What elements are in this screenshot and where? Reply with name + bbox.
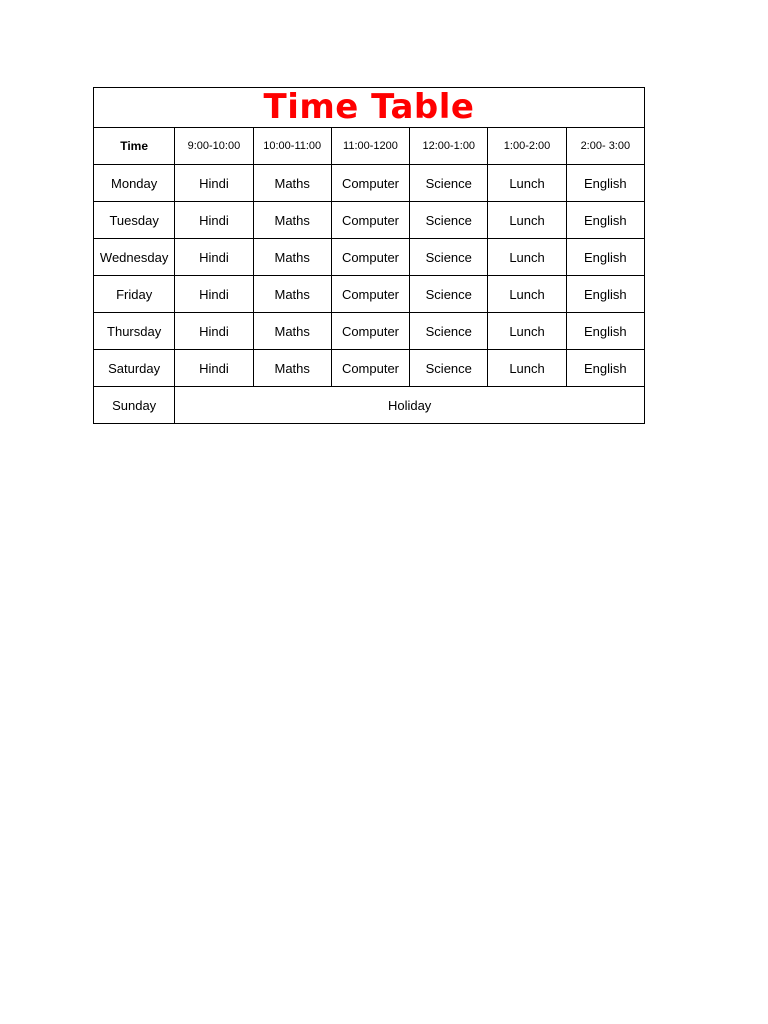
table-row [94,313,645,350]
subject-cell: English [566,350,644,387]
day-cell: Tuesday [94,202,175,239]
table-row [94,350,645,387]
subject-cell: Hindi [175,239,253,276]
subject-cell: Lunch [488,202,566,239]
table-row [94,239,645,276]
subject-cell: Maths [253,165,331,202]
day-cell: Saturday [94,350,175,387]
subject-cell: Computer [331,276,409,313]
slot-header: 9:00-10:00 [175,128,253,165]
page-title: Time Table [94,88,645,128]
table-row [94,165,645,202]
subject-cell: Hindi [175,350,253,387]
subject-cell: Lunch [488,276,566,313]
holiday-cell: Holiday [175,387,645,424]
sunday-row [94,387,645,424]
subject-cell: Science [410,165,488,202]
subject-cell: Hindi [175,276,253,313]
title-row [94,88,645,128]
day-cell: Thursday [94,313,175,350]
slot-header: 1:00-2:00 [488,128,566,165]
subject-cell: Maths [253,202,331,239]
subject-cell: Lunch [488,313,566,350]
subject-cell: Computer [331,350,409,387]
subject-cell: English [566,202,644,239]
header-row [94,128,645,165]
subject-cell: Hindi [175,202,253,239]
time-column-header: Time [94,128,175,165]
day-cell: Friday [94,276,175,313]
subject-cell: Computer [331,165,409,202]
subject-cell: Computer [331,202,409,239]
subject-cell: Lunch [488,165,566,202]
subject-cell: Maths [253,350,331,387]
subject-cell: Science [410,313,488,350]
subject-cell: English [566,276,644,313]
subject-cell: Maths [253,239,331,276]
subject-cell: Hindi [175,165,253,202]
slot-header: 10:00-11:00 [253,128,331,165]
timetable [93,87,645,424]
subject-cell: English [566,165,644,202]
subject-cell: Maths [253,276,331,313]
subject-cell: Hindi [175,313,253,350]
slot-header: 2:00- 3:00 [566,128,644,165]
day-cell: Monday [94,165,175,202]
day-cell: Wednesday [94,239,175,276]
table-row [94,276,645,313]
slot-header: 12:00-1:00 [410,128,488,165]
subject-cell: English [566,313,644,350]
subject-cell: Computer [331,239,409,276]
table-row [94,202,645,239]
subject-cell: Computer [331,313,409,350]
day-cell: Sunday [94,387,175,424]
slot-header: 11:00-1200 [331,128,409,165]
subject-cell: Lunch [488,239,566,276]
subject-cell: Science [410,202,488,239]
subject-cell: Science [410,350,488,387]
subject-cell: Lunch [488,350,566,387]
subject-cell: Maths [253,313,331,350]
subject-cell: Science [410,239,488,276]
subject-cell: English [566,239,644,276]
subject-cell: Science [410,276,488,313]
